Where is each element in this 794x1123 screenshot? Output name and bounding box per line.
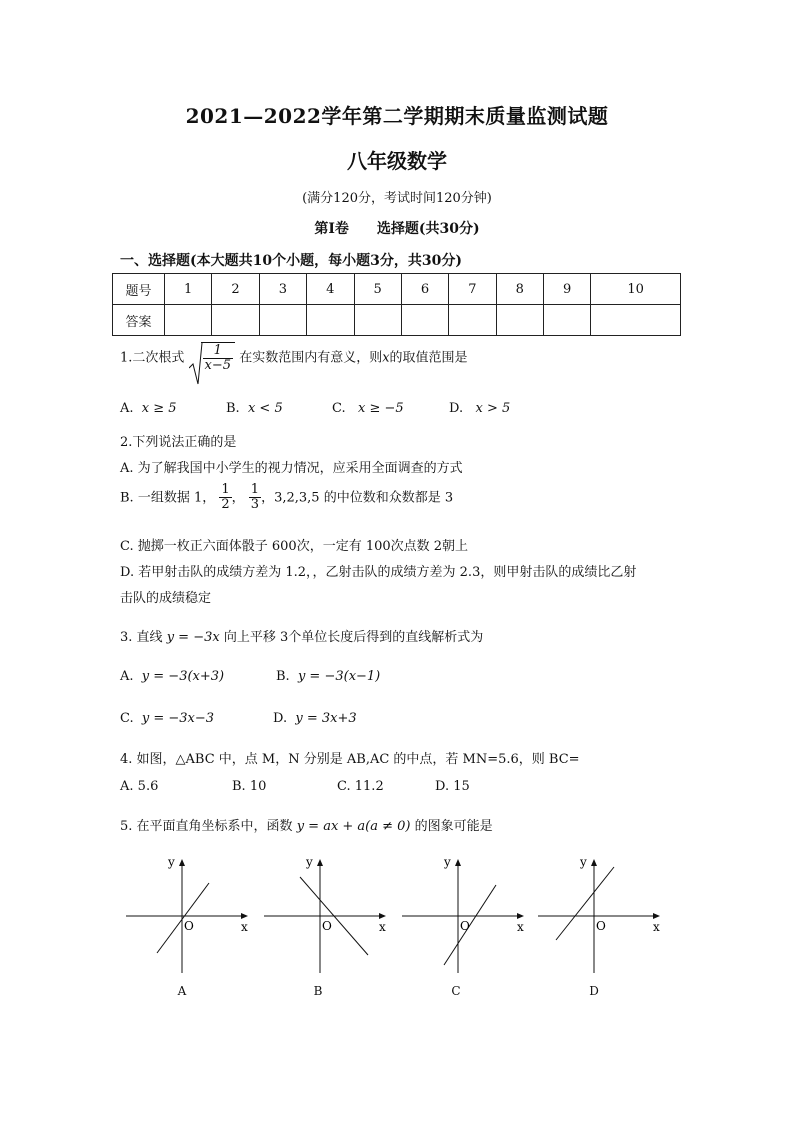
option-a[interactable]: A. x ≥ 5 xyxy=(120,401,177,416)
option-a[interactable]: A. 5.6 xyxy=(120,779,159,794)
question-5-stem: 5. 在平面直角坐标系中，函数 y = ax + a(a ≠ 0) 的图象可能是 xyxy=(120,819,493,834)
y-axis-label: y xyxy=(444,855,451,869)
answer-cell[interactable] xyxy=(354,305,401,336)
answer-cell[interactable] xyxy=(165,305,212,336)
x-axis-label: x xyxy=(241,920,248,934)
option-d[interactable]: D. y = 3x+3 xyxy=(273,711,357,726)
table-cell: 7 xyxy=(449,274,496,305)
table-cell: 9 xyxy=(544,274,591,305)
origin-label: O xyxy=(322,919,332,933)
question-2-option-a[interactable]: A. 为了解我国中小学生的视力情况，应采用全面调查的方式 xyxy=(120,461,463,476)
graph-c-label: C xyxy=(451,984,461,998)
section-heading: 一、选择题(本大题共10个小题，每小题3分，共30分) xyxy=(120,253,462,269)
graph-a[interactable] xyxy=(124,855,254,977)
question-4-stem: 4. 如图，△ABC 中，点 M，N 分别是 AB,AC 的中点，若 MN=5.6，则 BC= xyxy=(120,752,580,767)
part-heading: 第Ⅰ卷 选择题(共30分) xyxy=(314,221,480,237)
answer-cell[interactable] xyxy=(544,305,591,336)
option-c[interactable]: C. 11.2 xyxy=(337,779,384,794)
graph-c[interactable] xyxy=(400,855,530,977)
sqrt-expression: $\frac{1}{x-5}$ xyxy=(189,342,236,374)
answer-cell[interactable] xyxy=(496,305,543,336)
table-cell: 6 xyxy=(401,274,448,305)
answer-cell[interactable] xyxy=(259,305,306,336)
question-1-stem: 1.二次根式 $\frac{1}{x-5}$ 在实数范围内有意义，则x的取值范围是 xyxy=(120,342,468,374)
option-c[interactable]: C. x ≥ −5 xyxy=(332,401,404,416)
x-axis-label: x xyxy=(517,920,524,934)
origin-label: O xyxy=(460,919,470,933)
page-title: 2021—2022学年第二学期期末质量监测试题 xyxy=(185,104,609,128)
table-row-label: 题号 xyxy=(113,274,165,305)
table-cell: 8 xyxy=(496,274,543,305)
table-cell: 2 xyxy=(212,274,259,305)
table-cell: 5 xyxy=(354,274,401,305)
table-cell: 10 xyxy=(591,274,681,305)
y-axis-label: y xyxy=(306,855,313,869)
option-b[interactable]: B. 10 xyxy=(232,779,267,794)
origin-label: O xyxy=(184,919,194,933)
question-2-option-b[interactable]: B. 一组数据 1， $\frac{1}{2}$ ， $\frac{1}{3}$ ，3,2,3,5 的中位数和众数都是 3 xyxy=(120,482,454,513)
graph-a-label: A xyxy=(177,984,187,998)
x-axis-label: x xyxy=(653,920,660,934)
y-axis-label: y xyxy=(168,855,175,869)
option-b[interactable]: B. y = −3(x−1) xyxy=(276,669,381,684)
graph-d[interactable] xyxy=(536,855,666,977)
option-d[interactable]: D. x > 5 xyxy=(449,401,511,416)
answer-cell[interactable] xyxy=(212,305,259,336)
exam-note: (满分120分，考试时间120分钟) xyxy=(302,191,492,206)
question-2-stem: 2.下列说法正确的是 xyxy=(120,435,237,450)
option-a[interactable]: A. y = −3(x+3) xyxy=(120,669,225,684)
table-cell: 4 xyxy=(307,274,354,305)
option-b[interactable]: B. x < 5 xyxy=(226,401,283,416)
answer-cell[interactable] xyxy=(591,305,681,336)
x-axis-label: x xyxy=(379,920,386,934)
origin-label: O xyxy=(596,919,606,933)
y-axis-label: y xyxy=(580,855,587,869)
answer-table xyxy=(112,273,681,336)
question-3-stem: 3. 直线 y = −3x 向上平移 3个单位长度后得到的直线解析式为 xyxy=(120,630,484,645)
question-2-option-d-cont: 击队的成绩稳定 xyxy=(120,591,212,606)
page-subtitle: 八年级数学 xyxy=(347,149,447,173)
graph-b-label: B xyxy=(313,984,323,998)
table-cell: 1 xyxy=(165,274,212,305)
answer-cell[interactable] xyxy=(307,305,354,336)
answer-cell[interactable] xyxy=(449,305,496,336)
question-2-option-d[interactable]: D. 若甲射击队的成绩方差为 1.2，，乙射击队的成绩方差为 2.3，则甲射击队的成绩比乙射 xyxy=(120,565,637,580)
graph-d-label: D xyxy=(589,984,599,998)
option-d[interactable]: D. 15 xyxy=(435,779,470,794)
answer-cell[interactable] xyxy=(401,305,448,336)
question-2-option-c[interactable]: C. 抛掷一枚正六面体骰子 600次，一定有 100次点数 2朝上 xyxy=(120,539,469,554)
table-cell: 3 xyxy=(259,274,306,305)
table-row xyxy=(113,305,681,336)
table-row xyxy=(113,274,681,305)
graph-b[interactable] xyxy=(262,855,392,977)
table-row-label: 答案 xyxy=(113,305,165,336)
option-c[interactable]: C. y = −3x−3 xyxy=(120,711,215,726)
